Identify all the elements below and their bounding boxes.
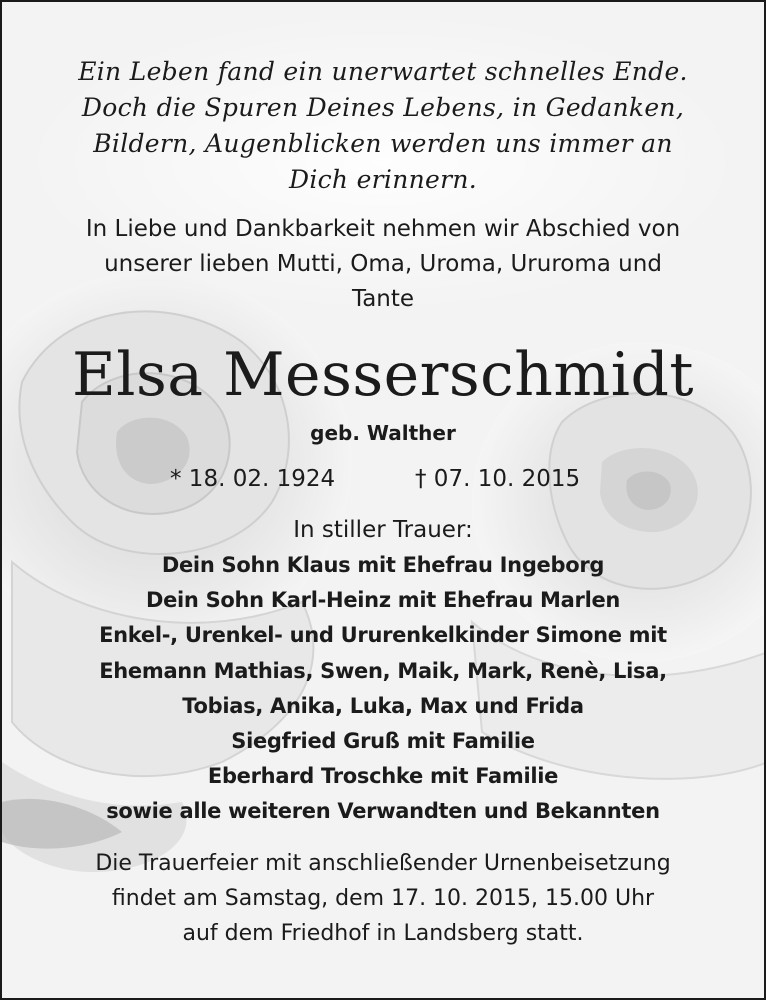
- birth-date: * 18. 02. 1924: [170, 466, 336, 492]
- intro-line: In Liebe und Dankbarkeit nehmen wir Abschied von: [85, 216, 681, 242]
- life-dates: [2, 461, 764, 497]
- service-line: auf dem Friedhof in Landsberg statt.: [182, 921, 584, 946]
- intro-line: Tante: [351, 286, 415, 312]
- mourners-list: [12, 548, 754, 830]
- poem-line: Dich erinnern.: [288, 165, 478, 194]
- poem-line: Ein Leben fand ein unerwartet schnelles Ende.: [78, 57, 688, 86]
- mourner-line: Ehemann Mathias, Swen, Maik, Mark, Renè, Lisa,: [99, 658, 667, 683]
- mourners-heading: In stiller Trauer:: [293, 517, 473, 543]
- mourner-line: Siegfried Gruß mit Familie: [231, 729, 535, 754]
- mourner-line: Eberhard Troschke mit Familie: [207, 764, 559, 789]
- farewell-intro: [22, 212, 744, 317]
- memorial-poem: [22, 54, 744, 198]
- service-line: Die Trauerfeier mit anschließender Urnenbeisetzung: [95, 851, 671, 876]
- poem-line: Bildern, Augenblicken werden uns immer an: [93, 129, 673, 158]
- mourner-line: Dein Sohn Klaus mit Ehefrau Ingeborg: [161, 553, 605, 577]
- service-line: findet am Samstag, dem 17. 10. 2015, 15.00 Uhr: [111, 886, 655, 911]
- mourner-line: Dein Sohn Karl-Heinz mit Ehefrau Marlen: [145, 588, 621, 613]
- funeral-service-info: [12, 846, 754, 951]
- poem-line: Doch die Spuren Deines Lebens, in Gedanken,: [81, 93, 685, 122]
- maiden-name: geb. Walther: [310, 421, 456, 445]
- mourner-line: Enkel-, Urenkel- und Ururenkelkinder Simone mit: [99, 623, 667, 648]
- intro-line: unserer lieben Mutti, Oma, Uroma, Ururoma und: [104, 251, 662, 277]
- mourner-line: Tobias, Anika, Luka, Max und Frida: [182, 693, 584, 718]
- death-date: † 07. 10. 2015: [415, 466, 581, 492]
- mourner-line: sowie alle weiteren Verwandten und Bekannten: [106, 799, 660, 824]
- deceased-name: Elsa Messerschmidt: [72, 340, 694, 410]
